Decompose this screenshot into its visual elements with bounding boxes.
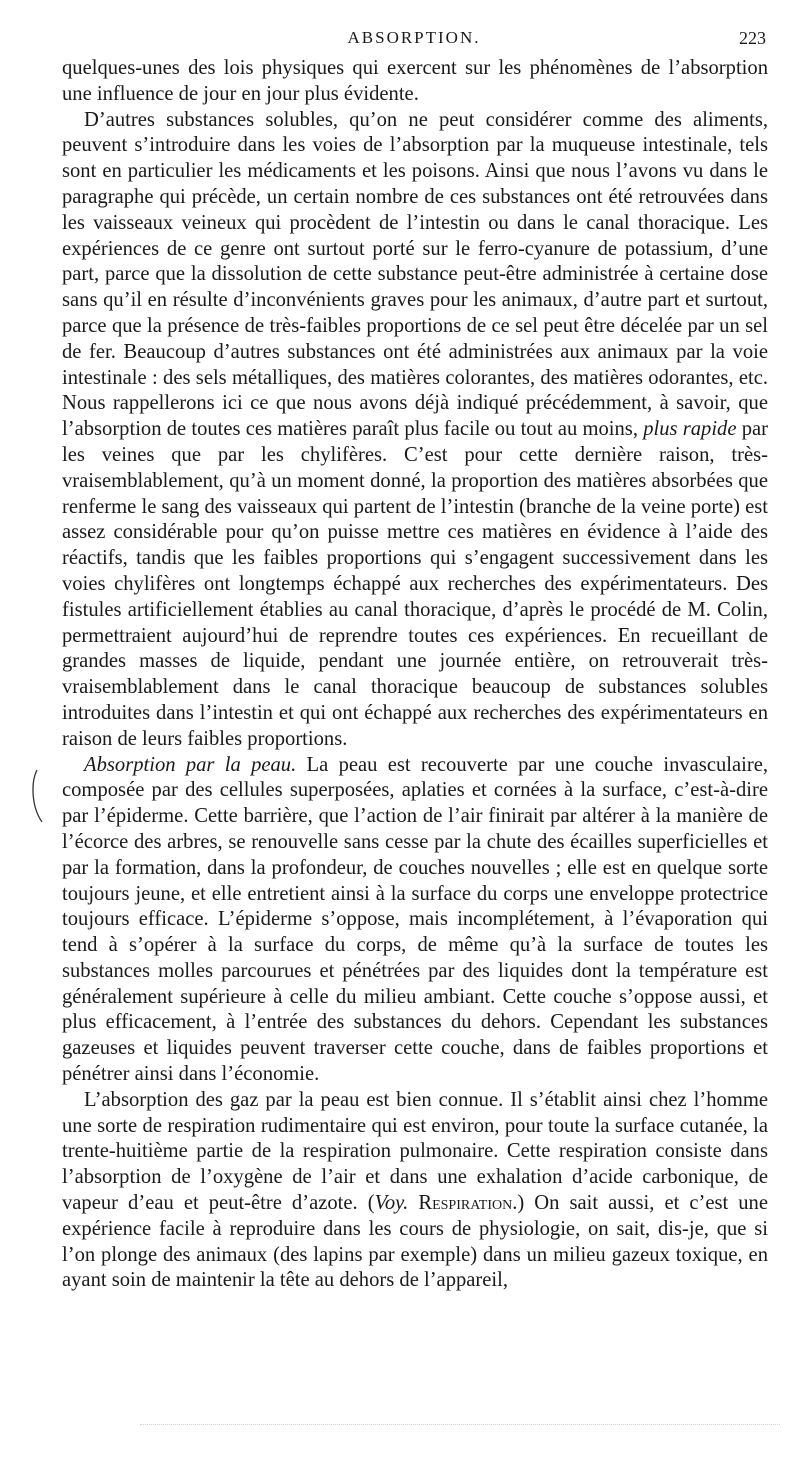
emphasis-text: plus rapide	[643, 418, 737, 441]
margin-bracket-mark	[28, 768, 46, 824]
body-text	[62, 56, 768, 1294]
running-title: ABSORPTION.	[347, 28, 481, 47]
paragraph-text: La peau est recouverte par une couche invasculaire, composée par des cellules superposées, aplaties et cornées à la surface, c’est-à-dire par l’épiderme. Cette barrière, que l’action de l’air finirait par altérer à la manière de l’écorce des arbres, se renouvelle sans cesse par la chute des écailles superficielles et par la formation, dans la profondeur, de couches nouvelles ; elle est en quelque sorte toujours jeune, et elle entretient ainsi à la surface du corps une enveloppe protectrice toujours efficace. L’épiderme s’oppose, mais incomplétement, à l’évaporation qui tend à s’opérer à la surface du corps, de même qu’à la surface de toutes les substances molles parcourues et pénétrées par des liquides dont la température est généralement supérieure à celle du milieu ambiant. Cette couche s’oppose aussi, et plus efficacement, à l’entrée des substances du dehors. Cependant les substances gazeuses et liquides peuvent traverser cette couche, dans de faibles proportions et pénétrer ainsi dans l’économie.	[62, 753, 768, 1086]
paragraph-text: D’autres substances solubles, qu’on ne peut considérer comme des aliments, peuvent s’introduire dans les voies de l’absorption par la muqueuse intestinale, tels sont en particulier les médicaments et les poisons. Ainsi que nous l’avons vu dans le paragraphe qui précède, un certain nombre de ces substances ont été retrouvées dans les vaisseaux veineux qui procèdent de l’intestin ou dans le canal thoracique. Les expériences de ce genre ont surtout porté sur le ferro-cyanure de potassium, d’une part, parce que la dissolution de cette substance peut-être administrée à certaine dose sans qu’il en résulte d’inconvénients graves pour les animaux, d’autre part et surtout, parce que la présence de très-faibles proportions de ce sel peut être décelée par un sel de fer. Beaucoup d’autres substances ont été administrées aux animaux par la voie intestinale : des sels métalliques, des matières colorantes, des matières odorantes, etc. Nous rappellerons ici ce que nous avons déjà indiqué précédemment, à savoir, que l’absorption de toutes ces matières paraît plus facile ou tout au moins,	[62, 108, 768, 441]
paragraph-text: par les veines que par les chylifères. C’est pour cette dernière raison, très-vraisemblablement, qu’à un moment donné, la proportion des matières absorbées que renferme le sang des vaisseaux qui partent de l’intestin (branche de la veine porte) est assez considérable pour qu’on puisse mettre ces matières en évidence à l’aide des réactifs, tandis que les faibles proportions qui s’engagent successivement dans les voies chylifères ont longtemps échappé aux recherches des expérimentateurs. Des fistules artificiellement établies au canal thoracique, d’après le procédé de M. Colin, permettraient aujourd’hui de reprendre toutes ces expériences. En recueillant de grandes masses de liquide, pendant une journée entière, on retrouverait très-vraisemblablement dans le canal thoracique beaucoup de substances solubles introduites dans l’intestin et qui ont échappé aux recherches des expérimentateurs en raison de leurs faibles proportions.	[62, 418, 769, 750]
paragraph-text: L’absorption des gaz par la peau est bien connue. Il s’établit ainsi chez l’homme une sorte de respiration rudimentaire qui est environ, pour toute la surface cutanée, la trente-huitième partie de la respiration pulmonaire. Cette respiration consiste dans l’absorption de l’oxygène de l’air et dans une exhalation d’acide carbonique, de vapeur d’eau et peut-être d’azote. (	[62, 1088, 768, 1215]
cross-reference: Respiration.	[418, 1192, 518, 1215]
running-head	[60, 28, 768, 54]
footer-print-noise	[140, 1424, 780, 1431]
page-number: 223	[739, 28, 766, 48]
section-lead-heading: Absorption par la peau.	[84, 753, 297, 776]
emphasis-text: Voy.	[374, 1192, 409, 1215]
paragraph-text: ) On sait aussi, et c’est une expérience facile à reproduire dans les cours de physiologie, on sait, dis-je, que si l’on plonge des animaux (des lapins par exemple) dans un milieu gazeux toxique, en ayant soin de maintenir la tête au dehors de l’appareil,	[62, 1192, 768, 1292]
paragraph-continuation: quelques-unes des lois physiques qui exercent sur les phénomènes de l’absorption une influence de jour en jour plus évidente.	[62, 57, 768, 105]
paragraph-substances-solubles	[62, 108, 768, 753]
paragraph-absorption-des-gaz	[62, 1088, 768, 1294]
paragraph-absorption-par-la-peau	[62, 753, 768, 1088]
